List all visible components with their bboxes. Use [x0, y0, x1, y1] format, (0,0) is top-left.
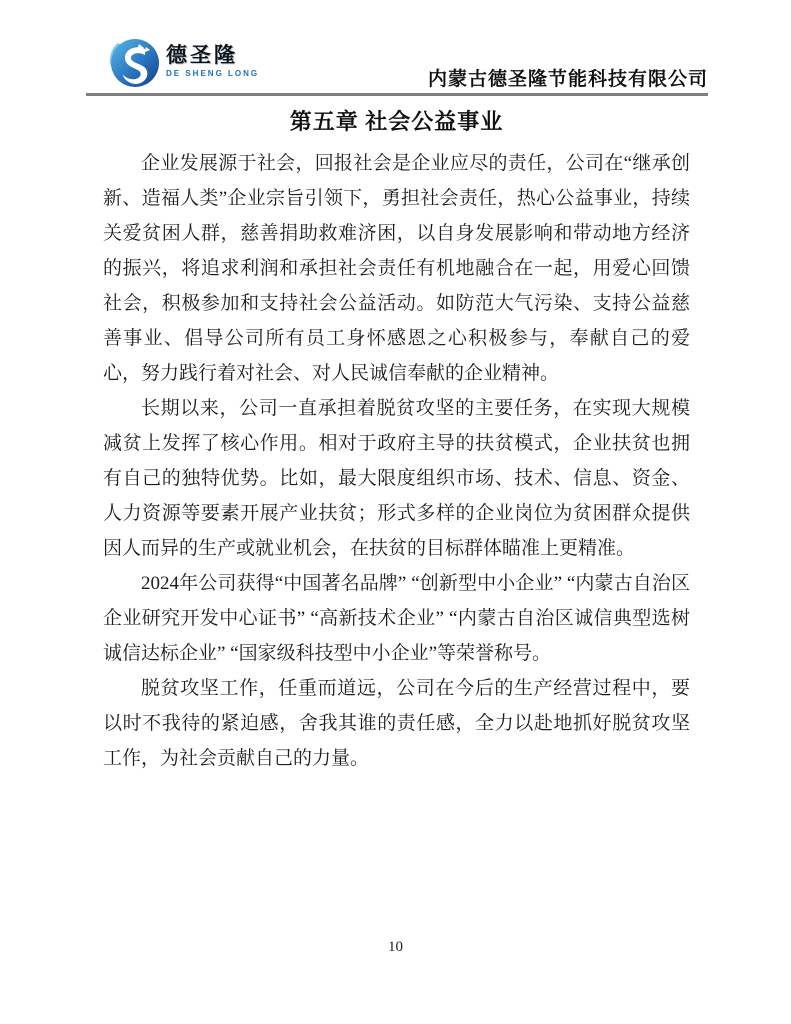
paragraph-3: 2024年公司获得“中国著名品牌” “创新型中小企业” “内蒙古自治区企业研究开发中心证书” “高新技术企业” “内蒙古自治区诚信典型选树诚信达标企业” “国家级科技型中小企业”等荣誉称号。: [103, 573, 690, 664]
page-number: 10: [388, 939, 403, 955]
company-logo: [108, 35, 259, 89]
paragraph-2: 长期以来，公司一直承担着脱贫攻坚的主要任务，在实现大规模减贫上发挥了核心作用。相对于政府主导的扶贫模式，企业扶贫也拥有自己的独特优势。比如，最大限度组织市场、技术、信息、资金、人力资源等要素开展产业扶贫；形式多样的企业岗位为贫困群众提供因人而异的生产或就业机会，在扶贫的目标群体瞄准上更精准。: [103, 398, 690, 559]
logo-text-block: [166, 45, 259, 79]
dragon-s-logo-icon: [108, 35, 162, 89]
logo-english-text: DE SHENG LONG: [166, 69, 260, 78]
chapter-title: 第五章 社会公益事业: [289, 109, 504, 134]
page-header: [86, 0, 708, 96]
paragraph-1: 企业发展源于社会，回报社会是企业应尽的责任，公司在“继承创新、造福人类”企业宗旨引领下，勇担社会责任，热心公益事业，持续关爱贫困人群，慈善捐助救难济困，以自身发展影响和带动地方经济的振兴，将追求利润和承担社会责任有机地融合在一起，用爱心回馈社会，积极参加和支持社会公益活动。如防范大气污染、支持公益慈善事业、倡导公司所有员工身怀感恩之心积极参与，奉献自己的爱心，努力践行着对社会、对人民诚信奉献的企业精神。: [103, 153, 690, 384]
logo-chinese-text: 德圣隆: [166, 44, 238, 67]
page-footer: [0, 938, 791, 956]
company-name-header: 内蒙古德圣隆节能科技有限公司: [427, 69, 708, 90]
document-body: [103, 96, 690, 776]
paragraph-4: 脱贫攻坚工作，任重而道远，公司在今后的生产经营过程中，要以时不我待的紧迫感，舍我其谁的责任感，全力以赴地抓好脱贫攻坚工作，为社会贡献自己的力量。: [103, 678, 690, 769]
